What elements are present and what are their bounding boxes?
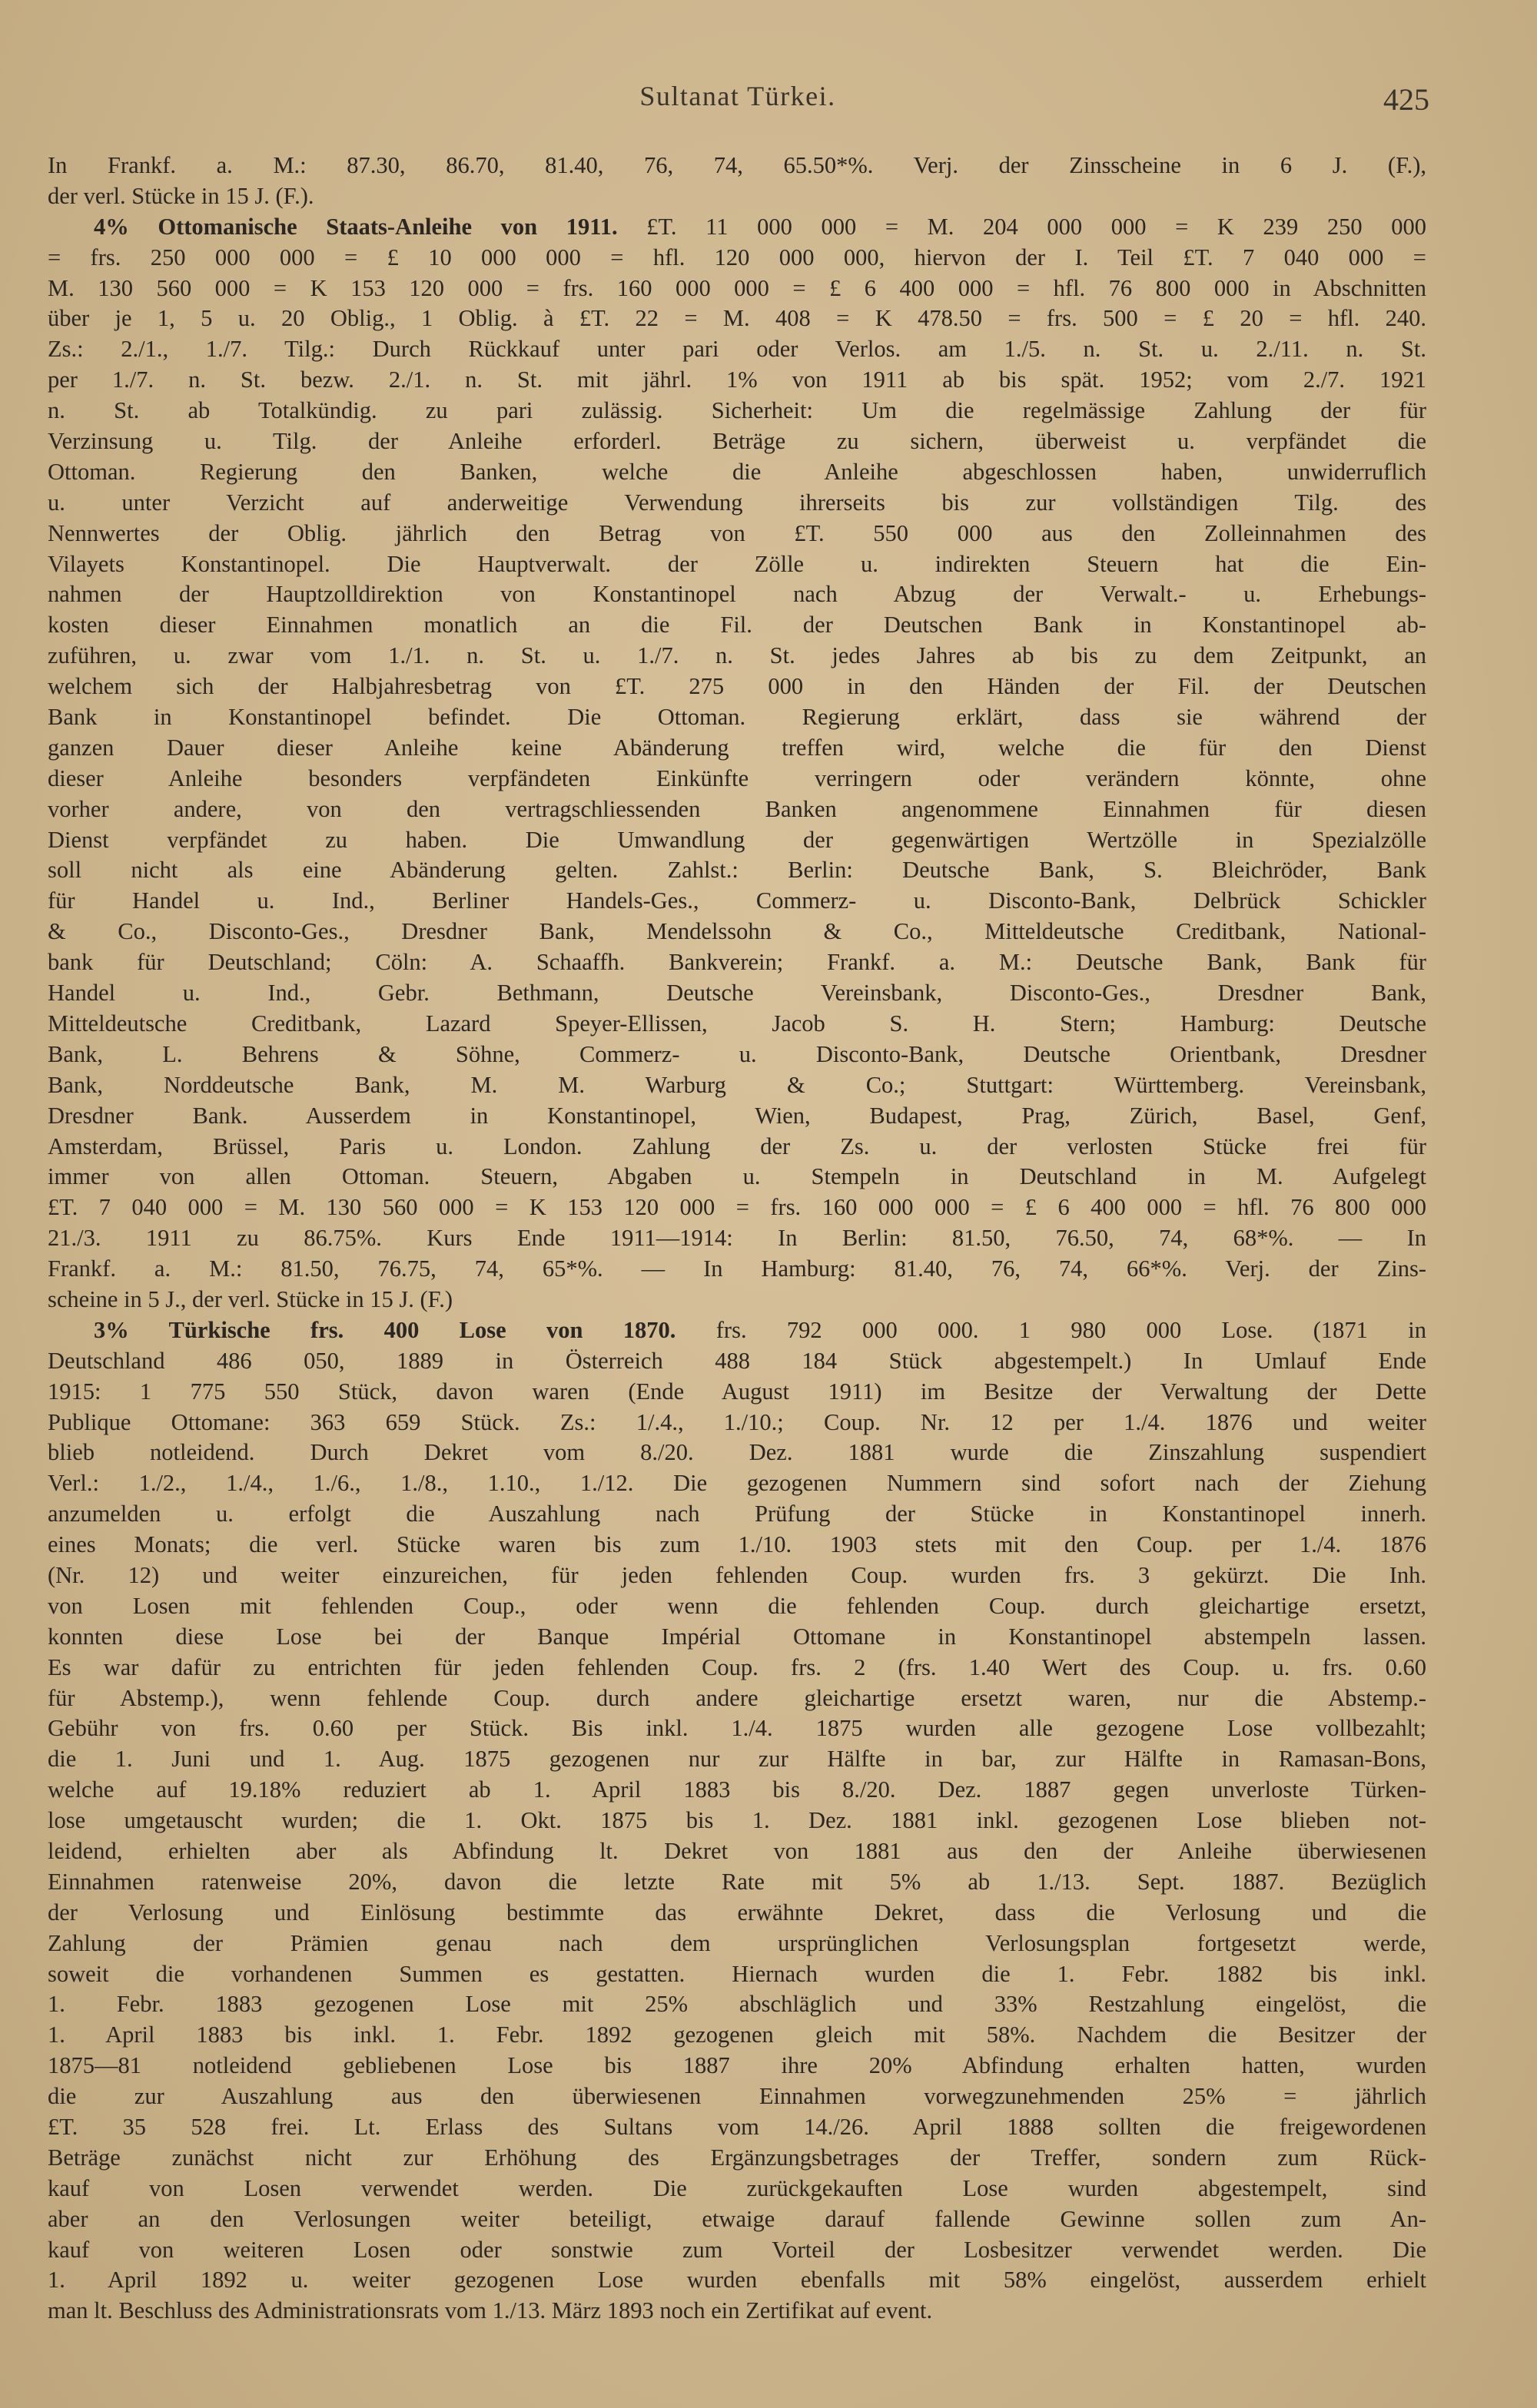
line-text: immer von allen Ottoman. Steuern, Abgaben u. Stempeln in Deutschland in M. Aufgelegt <box>48 1163 1426 1190</box>
text-line <box>48 2143 1426 2174</box>
text-line <box>48 2296 1426 2327</box>
line-text: soweit die vorhandenen Summen es gestatten. Hiernach wurden die 1. Febr. 1882 bis inkl. <box>48 1960 1426 1987</box>
text-line <box>48 2174 1426 2204</box>
line-text: Nennwertes der Oblig. jährlich den Betrag von £T. 550 000 aus den Zolleinnahmen des <box>48 519 1426 546</box>
line-text: Frankf. a. M.: 81.50, 76.75, 74, 65*%. — In Hamburg: 81.40, 76, 74, 66*%. Verj. der Zins- <box>48 1255 1426 1282</box>
section-heading: 3% Türkische frs. 400 Lose von 1870. <box>94 1316 676 1343</box>
text-line <box>48 1898 1426 1929</box>
line-text: kosten dieser Einnahmen monatlich an die Fil. der Deutschen Bank in Konstantinopel ab- <box>48 612 1426 638</box>
text-line <box>48 1254 1426 1285</box>
line-text: für Handel u. Ind., Berliner Handels-Ges., Commerz- u. Disconto-Bank, Delbrück Schickler <box>48 887 1426 914</box>
text-line <box>48 1959 1426 1990</box>
text-line <box>48 1591 1426 1622</box>
line-text: 1. April 1892 u. weiter gezogenen Lose wurden ebenfalls mit 58% eingelöst, ausserdem erhielt <box>48 2267 1426 2294</box>
text-line <box>48 1223 1426 1254</box>
line-text: Verzinsung u. Tilg. der Anleihe erforderl. Beträge zu sichern, überweist u. verpfändet die <box>48 428 1426 455</box>
line-text: Mitteldeutsche Creditbank, Lazard Speyer-Ellissen, Jacob S. H. Stern; Hamburg: Deutsche <box>48 1010 1426 1037</box>
line-text: blieb notleidend. Durch Dekret vom 8./20. Dez. 1881 wurde die Zinszahlung suspendiert <box>48 1439 1426 1466</box>
line-text: £T. 7 040 000 = M. 130 560 000 = K 153 120 000 = frs. 160 000 000 = £ 6 400 000 = hfl. 76 800 000 <box>48 1194 1426 1221</box>
text-line <box>48 181 1426 212</box>
line-text: der Verlosung und Einlösung bestimmte das erwähnte Dekret, dass die Verlosung und die <box>48 1899 1426 1925</box>
line-text: Publique Ottomane: 363 659 Stück. Zs.: 1/.4., 1./10.; Coup. Nr. 12 per 1./4. 1876 und weiter <box>48 1408 1426 1435</box>
text-line <box>48 794 1426 825</box>
text-line <box>48 1561 1426 1591</box>
line-text: kauf von weiteren Losen oder sonstwie zum Vorteil der Losbesitzer verwendet werden. Die <box>48 2236 1426 2263</box>
text-line <box>48 365 1426 396</box>
paragraph <box>48 151 1426 212</box>
text-line <box>48 2112 1426 2143</box>
body-text <box>48 151 1426 2327</box>
text-line <box>48 1040 1426 1070</box>
line-text: Zahlung der Prämien genau nach dem ursprünglichen Verlosungsplan fortgesetzt werde, <box>48 1929 1426 1956</box>
text-line <box>48 457 1426 488</box>
line-text: man lt. Beschluss des Administrationsrats vom 1./13. März 1893 noch ein Zertifikat auf event. <box>48 2297 933 2324</box>
page-number: 425 <box>1383 82 1429 117</box>
text-line <box>48 426 1426 457</box>
text-line <box>48 1468 1426 1499</box>
line-text: Bank in Konstantinopel befindet. Die Ottoman. Regierung erklärt, dass sie während der <box>48 704 1426 731</box>
line-text: Beträge zunächst nicht zur Erhöhung des Ergänzungsbetrages der Treffer, sondern zum Rück- <box>48 2144 1426 2171</box>
text-line <box>48 917 1426 947</box>
text-line <box>48 2051 1426 2081</box>
line-text: von Losen mit fehlenden Coup., oder wenn die fehlenden Coup. durch gleichartige ersetzt, <box>48 1592 1426 1619</box>
text-line <box>48 1530 1426 1561</box>
line-text: & Co., Disconto-Ges., Dresdner Bank, Mendelssohn & Co., Mitteldeutsche Creditbank, National- <box>48 918 1426 945</box>
line-text: Verl.: 1./2., 1./4., 1./6., 1./8., 1.10., 1./12. Die gezogenen Nummern sind sofort nach der Ziehung <box>48 1470 1426 1497</box>
text-line <box>48 334 1426 365</box>
line-text: die 1. Juni und 1. Aug. 1875 gezogenen nur zur Hälfte in bar, zur Hälfte in Ramasan-Bons, <box>48 1746 1426 1773</box>
text-line <box>48 1408 1426 1438</box>
line-text: Handel u. Ind., Gebr. Bethmann, Deutsche Vereinsbank, Disconto-Ges., Dresdner Bank, <box>48 980 1426 1007</box>
line-text: per 1./7. n. St. bezw. 2./1. n. St. mit jährl. 1% von 1911 ab bis spät. 1952; vom 2./7. 1921 <box>48 367 1426 393</box>
line-text: Es war dafür zu entrichten für jeden fehlenden Coup. frs. 2 (frs. 1.40 Wert des Coup. u. frs. 0.60 <box>48 1653 1426 1680</box>
line-text: (Nr. 12) und weiter einzureichen, für jeden fehlenden Coup. wurden frs. 3 gekürzt. Die Inh. <box>48 1561 1426 1588</box>
line-text: 1875—81 notleidend gebliebenen Lose bis 1887 ihre 20% Abfindung erhalten hatten, wurden <box>48 2052 1426 2079</box>
text-line <box>48 1438 1426 1468</box>
text-line <box>48 641 1426 672</box>
line-text: nahmen der Hauptzolldirektion von Konstantinopel nach Abzug der Verwalt.- u. Erhebungs- <box>48 581 1426 608</box>
line-text: n. St. ab Totalkündig. zu pari zulässig. Sicherheit: Um die regelmässige Zahlung der für <box>48 397 1426 424</box>
line-text: £T. 35 528 frei. Lt. Erlass des Sultans vom 14./26. April 1888 sollten die freigewordenen <box>48 2114 1426 2140</box>
line-text: soll nicht als eine Abänderung gelten. Zahlst.: Berlin: Deutsche Bank, S. Bleichröder, Bank <box>48 857 1426 884</box>
text-line <box>48 1713 1426 1744</box>
text-line <box>48 1806 1426 1836</box>
text-line <box>48 886 1426 917</box>
text-line <box>48 1683 1426 1714</box>
text-line <box>48 1162 1426 1192</box>
line-text: 1915: 1 775 550 Stück, davon waren (Ende August 1911) im Besitze der Verwaltung der Dette <box>48 1378 1426 1405</box>
text-line <box>48 2235 1426 2266</box>
line-text: Deutschland 486 050, 1889 in Österreich 488 184 Stück abgestempelt.) In Umlauf Ende <box>48 1347 1426 1374</box>
line-text: Dienst verpfändet zu haben. Die Umwandlung der gegenwärtigen Wertzölle in Spezialzölle <box>48 826 1426 853</box>
text-line <box>48 1989 1426 2020</box>
text-line <box>48 1346 1426 1377</box>
line-text: für Abstemp.), wenn fehlende Coup. durch andere gleichartige ersetzt waren, nur die Abstemp.- <box>48 1684 1426 1711</box>
text-line <box>48 1101 1426 1132</box>
text-line <box>48 519 1426 549</box>
line-text: 1. April 1883 bis inkl. 1. Febr. 1892 gezogenen gleich mit 58%. Nachdem die Besitzer der <box>48 2022 1426 2048</box>
line-text: Zs.: 2./1., 1./7. Tilg.: Durch Rückkauf unter pari oder Verlos. am 1./5. n. St. u. 2./11. n. St. <box>48 336 1426 363</box>
line-text: £T. 11 000 000 = M. 204 000 000 = K 239 250 000 <box>617 213 1426 240</box>
text-line <box>48 1653 1426 1683</box>
text-line <box>48 733 1426 764</box>
text-line <box>48 702 1426 733</box>
text-line <box>48 764 1426 794</box>
text-line <box>48 243 1426 274</box>
line-text: Dresdner Bank. Ausserdem in Konstantinopel, Wien, Budapest, Prag, Zürich, Basel, Genf, <box>48 1102 1426 1129</box>
text-line <box>48 2081 1426 2112</box>
text-line <box>48 1867 1426 1898</box>
text-line <box>48 579 1426 610</box>
text-line <box>48 488 1426 519</box>
text-line <box>48 303 1426 334</box>
line-text: leidend, erhielten aber als Abfindung lt. Dekret von 1881 aus den der Anleihe überwiesenen <box>48 1837 1426 1864</box>
line-text: die zur Auszahlung aus den überwiesenen Einnahmen vorwegzunehmenden 25% = jährlich <box>48 2083 1426 2110</box>
line-text: über je 1, 5 u. 20 Oblig., 1 Oblig. à £T. 22 = M. 408 = K 478.50 = frs. 500 = £ 20 = hfl. 240. <box>48 305 1426 332</box>
line-text: aber an den Verlosungen weiter beteiligt, etwaige darauf fallende Gewinne sollen zum An- <box>48 2205 1426 2232</box>
text-line <box>48 1499 1426 1530</box>
text-line <box>48 825 1426 856</box>
line-text: Ottoman. Regierung den Banken, welche die Anleihe abgeschlossen haben, unwiderruflich <box>48 458 1426 485</box>
text-line <box>48 947 1426 978</box>
line-text: vorher andere, von den vertragschliessenden Banken angenommene Einnahmen für diesen <box>48 795 1426 822</box>
line-text: = frs. 250 000 000 = £ 10 000 000 = hfl. 120 000 000, hiervon der I. Teil £T. 7 040 000 = <box>48 244 1426 270</box>
line-text: anzumelden u. erfolgt die Auszahlung nach Prüfung der Stücke in Konstantinopel innerh. <box>48 1501 1426 1527</box>
line-text: welchem sich der Halbjahresbetrag von £T. 275 000 in den Händen der Fil. der Deutschen <box>48 673 1426 700</box>
line-text: 1. Febr. 1883 gezogenen Lose mit 25% abschläglich und 33% Restzahlung eingelöst, die <box>48 1991 1426 2018</box>
text-line <box>48 1836 1426 1867</box>
text-line <box>48 1377 1426 1408</box>
text-line <box>48 1009 1426 1040</box>
text-line <box>48 1285 1426 1315</box>
line-text: Bank, Norddeutsche Bank, M. M. Warburg & Co.; Stuttgart: Württemberg. Vereinsbank, <box>48 1071 1426 1098</box>
text-line <box>48 672 1426 702</box>
line-text: M. 130 560 000 = K 153 120 000 = frs. 160 000 000 = £ 6 400 000 = hfl. 76 800 000 in Abschnitten <box>48 274 1426 301</box>
text-line <box>48 151 1426 181</box>
paragraph <box>48 1315 1426 2327</box>
text-line <box>48 212 1426 243</box>
text-line <box>48 1070 1426 1101</box>
line-text: kauf von Losen verwendet werden. Die zurückgekauften Lose wurden abgestempelt, sind <box>48 2174 1426 2201</box>
line-text: welche auf 19.18% reduziert ab 1. April 1883 bis 8./20. Dez. 1887 gegen unverloste Türken- <box>48 1776 1426 1803</box>
line-text: Einnahmen ratenweise 20%, davon die letzte Rate mit 5% ab 1./13. Sept. 1887. Bezüglich <box>48 1868 1426 1895</box>
text-line <box>48 1775 1426 1806</box>
line-text: bank für Deutschland; Cöln: A. Schaaffh. Bankverein; Frankf. a. M.: Deutsche Bank, Bank für <box>48 949 1426 976</box>
line-text: zuführen, u. zwar vom 1./1. n. St. u. 1./7. n. St. jedes Jahres ab bis zu dem Zeitpunkt, an <box>48 642 1426 669</box>
line-text: ganzen Dauer dieser Anleihe keine Abänderung treffen wird, welche die für den Dienst <box>48 734 1426 761</box>
text-line <box>48 549 1426 580</box>
line-text: eines Monats; die verl. Stücke waren bis zum 1./10. 1903 stets mit den Coup. per 1./4. 1876 <box>48 1531 1426 1558</box>
text-line <box>48 274 1426 304</box>
text-line <box>48 855 1426 886</box>
line-text: dieser Anleihe besonders verpfändeten Einkünfte verringern oder verändern könnte, ohne <box>48 765 1426 791</box>
text-line <box>48 978 1426 1009</box>
text-line <box>48 1622 1426 1653</box>
text-line <box>48 1744 1426 1775</box>
line-text: In Frankf. a. M.: 87.30, 86.70, 81.40, 76, 74, 65.50*%. Verj. der Zinsscheine in 6 J. (F.), <box>48 152 1426 178</box>
text-line <box>48 2204 1426 2235</box>
page-header <box>46 74 1429 128</box>
running-title: Sultanat Türkei. <box>639 81 836 111</box>
text-line <box>48 2265 1426 2296</box>
line-text: scheine in 5 J., der verl. Stücke in 15 J. (F.) <box>48 1285 453 1312</box>
line-text: Amsterdam, Brüssel, Paris u. London. Zahlung der Zs. u. der verlosten Stücke frei für <box>48 1133 1426 1159</box>
paragraph <box>48 212 1426 1315</box>
line-text: konnten diese Lose bei der Banque Impérial Ottomane in Konstantinopel abstempeln lassen. <box>48 1623 1426 1650</box>
text-line <box>48 610 1426 641</box>
text-line <box>48 2020 1426 2051</box>
line-text: u. unter Verzicht auf anderweitige Verwendung ihrerseits bis zur vollständigen Tilg. des <box>48 489 1426 516</box>
line-text: lose umgetauscht wurden; die 1. Okt. 1875 bis 1. Dez. 1881 inkl. gezogenen Lose blieben not- <box>48 1807 1426 1834</box>
text-line <box>48 1132 1426 1163</box>
line-text: Gebühr von frs. 0.60 per Stück. Bis inkl. 1./4. 1875 wurden alle gezogene Lose vollbezahlt; <box>48 1715 1426 1742</box>
line-text: frs. 792 000 000. 1 980 000 Lose. (1871 in <box>676 1316 1426 1343</box>
text-line <box>48 1929 1426 1959</box>
line-text: der verl. Stücke in 15 J. (F.). <box>48 182 314 209</box>
line-text: Bank, L. Behrens & Söhne, Commerz- u. Disconto-Bank, Deutsche Orientbank, Dresdner <box>48 1040 1426 1067</box>
section-heading: 4% Ottomanische Staats-Anleihe von 1911. <box>94 213 618 240</box>
text-line <box>48 396 1426 426</box>
text-line <box>48 1192 1426 1223</box>
text-line <box>48 1315 1426 1346</box>
line-text: 21./3. 1911 zu 86.75%. Kurs Ende 1911—1914: In Berlin: 81.50, 76.50, 74, 68*%. — In <box>48 1225 1426 1252</box>
line-text: Vilayets Konstantinopel. Die Hauptverwalt. der Zölle u. indirekten Steuern hat die Ein- <box>48 550 1426 577</box>
